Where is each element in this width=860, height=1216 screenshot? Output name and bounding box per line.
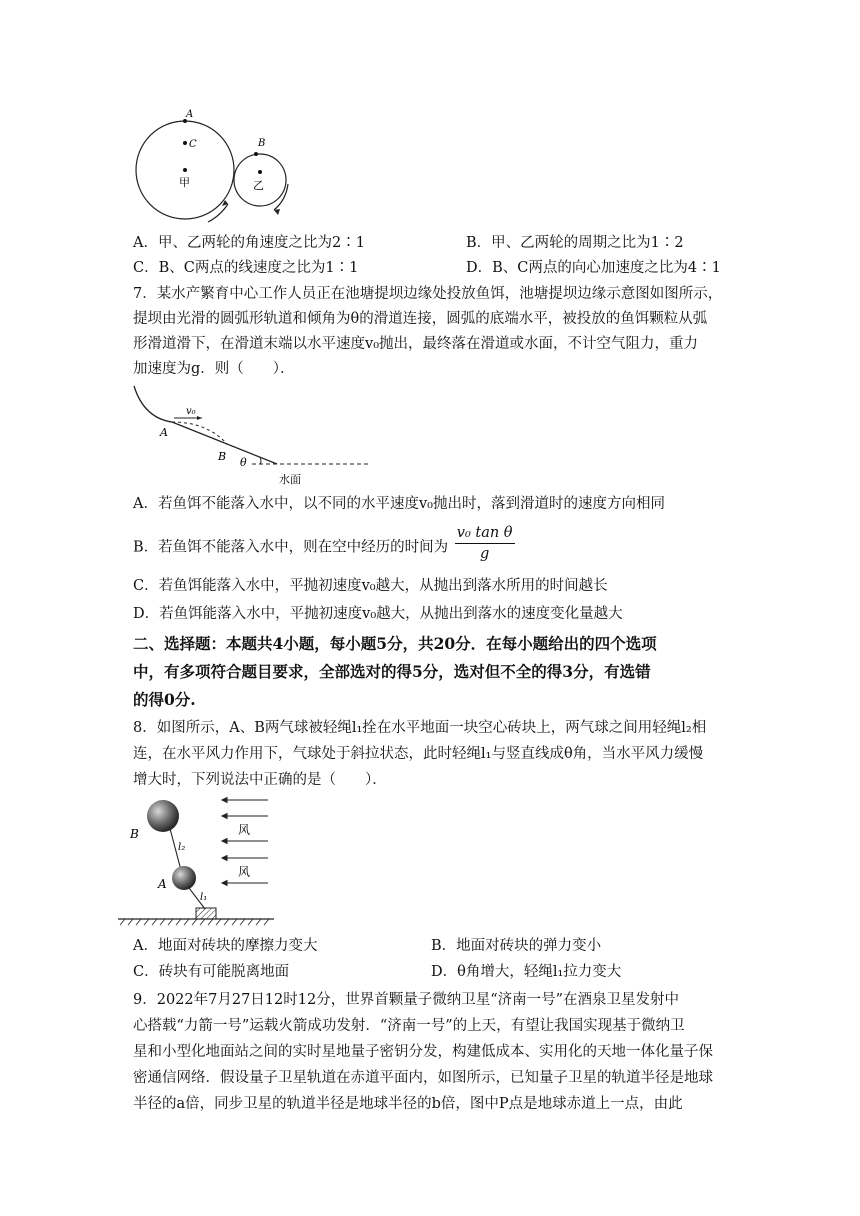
q9-line5: 半径的a倍，同步卫星的轨道半径是地球半径的b倍，图中P点是地球赤道上一点，由此 <box>133 1096 683 1112</box>
q8-stem-line1: 8．如图所示，A、B两气球被轻绳l₁拴在水平地面一块空心砖块上，两气球之间用轻绳l₂相 <box>133 720 707 736</box>
q7-option-b <box>133 527 515 568</box>
q8-stem-line2: 连，在水平风力作用下，气球处于斜拉状态，此时轻绳l₁与竖直线成θ角，当水平风力缓慢 <box>133 746 704 762</box>
label-l1: l₁ <box>200 892 208 903</box>
q7-stem-line3: 形滑道滑下，在滑道末端以水平速度v₀抛出，最终落在滑道或水面，不计空气阻力，重力 <box>133 336 699 352</box>
arc-track <box>134 386 172 422</box>
q8-option-b: B．地面对砖块的弹力变小 <box>431 938 602 954</box>
q8-option-d: D．θ角增大，轻绳l₁拉力变大 <box>431 964 622 980</box>
q8-option-c: C．砖块有可能脱离地面 <box>133 964 290 980</box>
point-b-dot <box>254 152 258 156</box>
q8-balloons-figure <box>116 794 276 930</box>
label-a: A <box>158 877 167 891</box>
label-wind1: 风 <box>238 823 251 837</box>
q7-option-b-denominator: g <box>480 546 490 562</box>
q9-line1: 9．2022年7月27日12时12分，世界首颗量子微纳卫星“济南一号”在酒泉卫星发射中 <box>133 992 680 1008</box>
rotation-arrow-yi <box>274 184 288 210</box>
section2-line3: 的得0分. <box>133 690 196 709</box>
balloon-b <box>147 800 179 832</box>
brick <box>196 908 216 919</box>
label-water: 水面 <box>279 473 301 486</box>
theta-arc <box>260 457 261 464</box>
label-a: A <box>186 109 194 120</box>
center-jia-dot <box>183 168 187 172</box>
label-b: B <box>218 450 227 463</box>
q7-option-b-numerator: v₀ tan θ <box>455 523 515 544</box>
q7-stem-line4: 加速度为g．则（ ）． <box>133 361 295 377</box>
balloon-a <box>172 866 196 890</box>
q6-option-c: C．B、C两点的线速度之比为1∶1 <box>133 260 359 276</box>
label-b: B <box>258 138 266 149</box>
label-wind2: 风 <box>238 865 251 879</box>
point-c-dot <box>183 141 187 145</box>
q7-stem-line1: 7．某水产繁育中心工作人员正在池塘提坝边缘处投放鱼饵，池塘提坝边缘示意图如图所示， <box>133 286 723 302</box>
q7-option-d: D．若鱼饵能落入水中，平抛初速度v₀越大，从抛出到落水的速度变化量越大 <box>133 606 623 622</box>
label-jia: 甲 <box>179 176 190 189</box>
q6-option-d: D．B、C两点的向心加速度之比为4∶1 <box>466 260 721 276</box>
q7-option-b-text: B．若鱼饵不能落入水中，则在空中经历的时间为 <box>133 539 449 556</box>
q8-stem-line3: 增大时，下列说法中正确的是（ ）． <box>133 772 387 788</box>
q7-option-a: A．若鱼饵不能落入水中，以不同的水平速度v₀抛出时，落到滑道时的速度方向相同 <box>133 496 665 512</box>
q7-stem-line2: 提坝由光滑的圆弧形轨道和倾角为θ的滑道连接，圆弧的底端水平，被投放的鱼饵颗粒从弧 <box>133 311 708 327</box>
label-a: A <box>160 426 168 439</box>
label-l2: l₂ <box>178 842 186 853</box>
q8-option-a: A．地面对砖块的摩擦力变大 <box>133 938 318 954</box>
center-yi-dot <box>258 170 262 174</box>
q9-line3: 星和小型化地面站之间的实时星地量子密钥分发，构建低成本、实用化的天地一体化量子保 <box>133 1044 713 1060</box>
q7-option-c: C．若鱼饵能落入水中，平抛初速度v₀越大，从抛出到落水所用的时间越长 <box>133 578 608 594</box>
q7-slide-figure <box>132 384 372 488</box>
q6-wheels-figure <box>128 106 308 232</box>
label-v0: v₀ <box>186 406 196 417</box>
label-c: C <box>189 139 197 150</box>
label-b: B <box>130 827 139 841</box>
q6-option-b: B．甲、乙两轮的周期之比为1∶2 <box>466 235 684 251</box>
section2-line1: 二、选择题：本题共4小题，每小题5分，共20分．在每小题给出的四个选项 <box>133 634 657 653</box>
label-yi: 乙 <box>253 179 264 192</box>
q9-line2: 心搭载“力箭一号”运载火箭成功发射．“济南一号”的上天，有望让我国实现基于微纳卫 <box>133 1018 685 1034</box>
label-theta: θ <box>240 456 247 469</box>
q9-line4: 密通信网络．假设量子卫星轨道在赤道平面内，如图所示，已知量子卫星的轨道半径是地球 <box>133 1070 713 1086</box>
ground-hatch <box>120 919 269 925</box>
q6-option-a: A．甲、乙两轮的角速度之比为2∶1 <box>133 235 365 251</box>
q7-option-b-fraction <box>455 523 515 564</box>
section2-line2: 中，有多项符合题目要求，全部选对的得5分，选对但不全的得3分，有选错 <box>133 662 651 681</box>
